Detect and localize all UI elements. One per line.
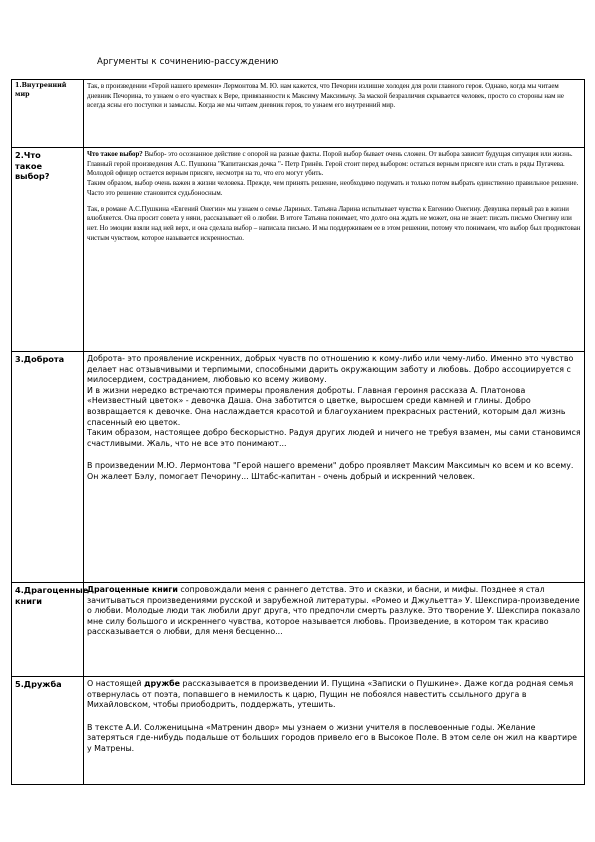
- row-content-cell: [84, 352, 585, 583]
- row-content-cell: [84, 148, 585, 352]
- paragraph: В тексте А.И. Солженицына «Матренин двор» мы узнаем о жизни учителя в послевоенные годы. Желание затеряться где-нибудь подальше от больших городов привело его в Высокое Поле. В этом селе он жил на квартире у Матрены.: [87, 722, 577, 753]
- row-label: 5.Дружба: [15, 679, 62, 689]
- row-label-cell: [12, 583, 89, 677]
- arguments-table: [11, 79, 585, 785]
- row-content-cell: [84, 80, 585, 148]
- row-label: 2.Что такое выбор?: [15, 150, 50, 181]
- table-row: [12, 148, 585, 352]
- paragraph: [87, 585, 581, 638]
- paragraph-text: Выбор- это осознанное действие с опорой на разные факты. Порой выбор бывает очень сложен. От выбора зависит будущая ситуация или жизнь.: [142, 151, 573, 158]
- table-row: [12, 583, 585, 677]
- paragraph: Главный герой произведения А.С. Пушкина "Капитанская дочка "- Петр Гринёв. Герой стоит перед выбором: остаться верным присяге или стать в ряды Пугачева. Молодой офицер остается верным присяге, несмотря на то, что его могут убить.: [87, 160, 565, 178]
- bold-term: дружбе: [144, 679, 181, 688]
- row-content-cell: [84, 583, 585, 677]
- paragraph: [87, 150, 581, 160]
- paragraph-text: рассказывается в произведении И. Пущина «Записки о Пушкине». Даже когда родная семья отвернулась от поэта, попавшего в немилость к царю, Пущин не побоялся навестить ссыльного друга в Михайловском, чтобы приободрить, поддержать, утешить.: [87, 679, 574, 710]
- table-row: [12, 80, 585, 148]
- row-label-cell: [12, 352, 84, 583]
- paragraph: Доброта- это проявление искренних, добрых чувств по отношению к кому-либо или чему-либо. Именно это чувство делает нас отзывчивыми и терпимыми, способными дарить окружающим заботу и любовь. Добро ассоциируется с милосердием, состраданием, любовью ко всему живому.: [87, 354, 574, 385]
- paragraph-text: О настоящей: [87, 679, 145, 688]
- paragraph-text: сопровождали меня с раннего детства. Это и сказки, и басни, и мифы. Позднее я стал зачитываться произведениями русской и зарубежной литературы. «Ромео и Джульетта» У. Шекспира-произведение о любви. Молодые люди так любили друг друга, что предпочли смерть разлуке. Это творение У. Шекспира показало мне силу большого и искреннего чувства, которое называется любовь. Произведение, в котором так красиво рассказывается о любви, для меня бесценно...: [87, 585, 581, 637]
- document-title: Аргументы к сочинению-рассуждению: [97, 57, 279, 67]
- paragraph: Таким образом, настоящее добро бескорыстно. Радуя других людей и ничего не требуя взамен, мы сами становимся счастливыми. Жаль, что не все это понимают...: [87, 428, 581, 448]
- paragraph: [87, 679, 581, 711]
- row-label-cell: [12, 148, 84, 352]
- bold-term: Что такое выбор?: [87, 151, 143, 158]
- paragraph: И в жизни нередко встречаются примеры проявления доброты. Главная героиня рассказа А. Платонова «Неизвестный цветок» - девочка Даша. Она заботится о цветке, выросшем среди камней и глины. Добро возвращается к девочке. Она наслаждается красотой и благоуханием прекрасных растений, которым дал жизнь спасенный ею цветок.: [87, 385, 566, 427]
- paragraph: В произведении М.Ю. Лермонтова "Герой нашего времени" добро проявляет Максим Максимыч ко всем и ко всему. Он жалеет Бэлу, помогает Печорину... Штабс-капитан - очень добрый и искренний человек.: [87, 461, 574, 481]
- bold-term: Драгоценные книги: [87, 585, 178, 594]
- row-label: 4.Драгоценные книги: [15, 585, 89, 606]
- row-label: 1.Внутренний мир: [15, 82, 67, 98]
- paragraph: Так, в романе А.С.Пушкина «Евгений Онегин» мы узнаем о семье Лариных. Татьяна Ларина испытывает чувства к Евгению Онегину. Девушка первый раз в жизни влюбляется. Она просит совета у няни, рассказывает ей о любви. В итоге Татьяна понимает, что долго она ждать не может, она не знает: писать письмо Онегину или нет. Но эмоции взяли над ней верх, и она сделала выбор – написала письмо. И мы поддерживаем ее в этом решении, потому что понимаем, что выбор был продиктован чистым чувством, которое называется искренностью.: [87, 205, 581, 242]
- row-content-cell: [84, 677, 585, 785]
- row-label: 3.Доброта: [15, 354, 65, 364]
- row-label-cell: [12, 677, 84, 785]
- row-label-cell: [12, 80, 84, 148]
- table-row: [12, 352, 585, 583]
- paragraph: Таким образом, выбор очень важен в жизни человека. Прежде, чем принять решение, необходимо подумать и только потом выбрать единственно правильное решение. Часто это решение становится судьбоносным.: [87, 180, 579, 197]
- table-row: [12, 677, 585, 785]
- paragraph: Так, в произведении «Герой нашего времени» Лермонтова М. Ю. нам кажется, что Печорин излишне холоден для роли главного героя. Однако, когда мы читаем дневник Печорина, то узнаем о его чувствах к Вере, привязанности к Максиму Максимычу. За маской безразличия скрывается человек, просто со стороны нам не всегда ясны его поступки и замыслы. Когда же мы читаем дневник героя, то узнаем его внутренний мир.: [87, 83, 564, 110]
